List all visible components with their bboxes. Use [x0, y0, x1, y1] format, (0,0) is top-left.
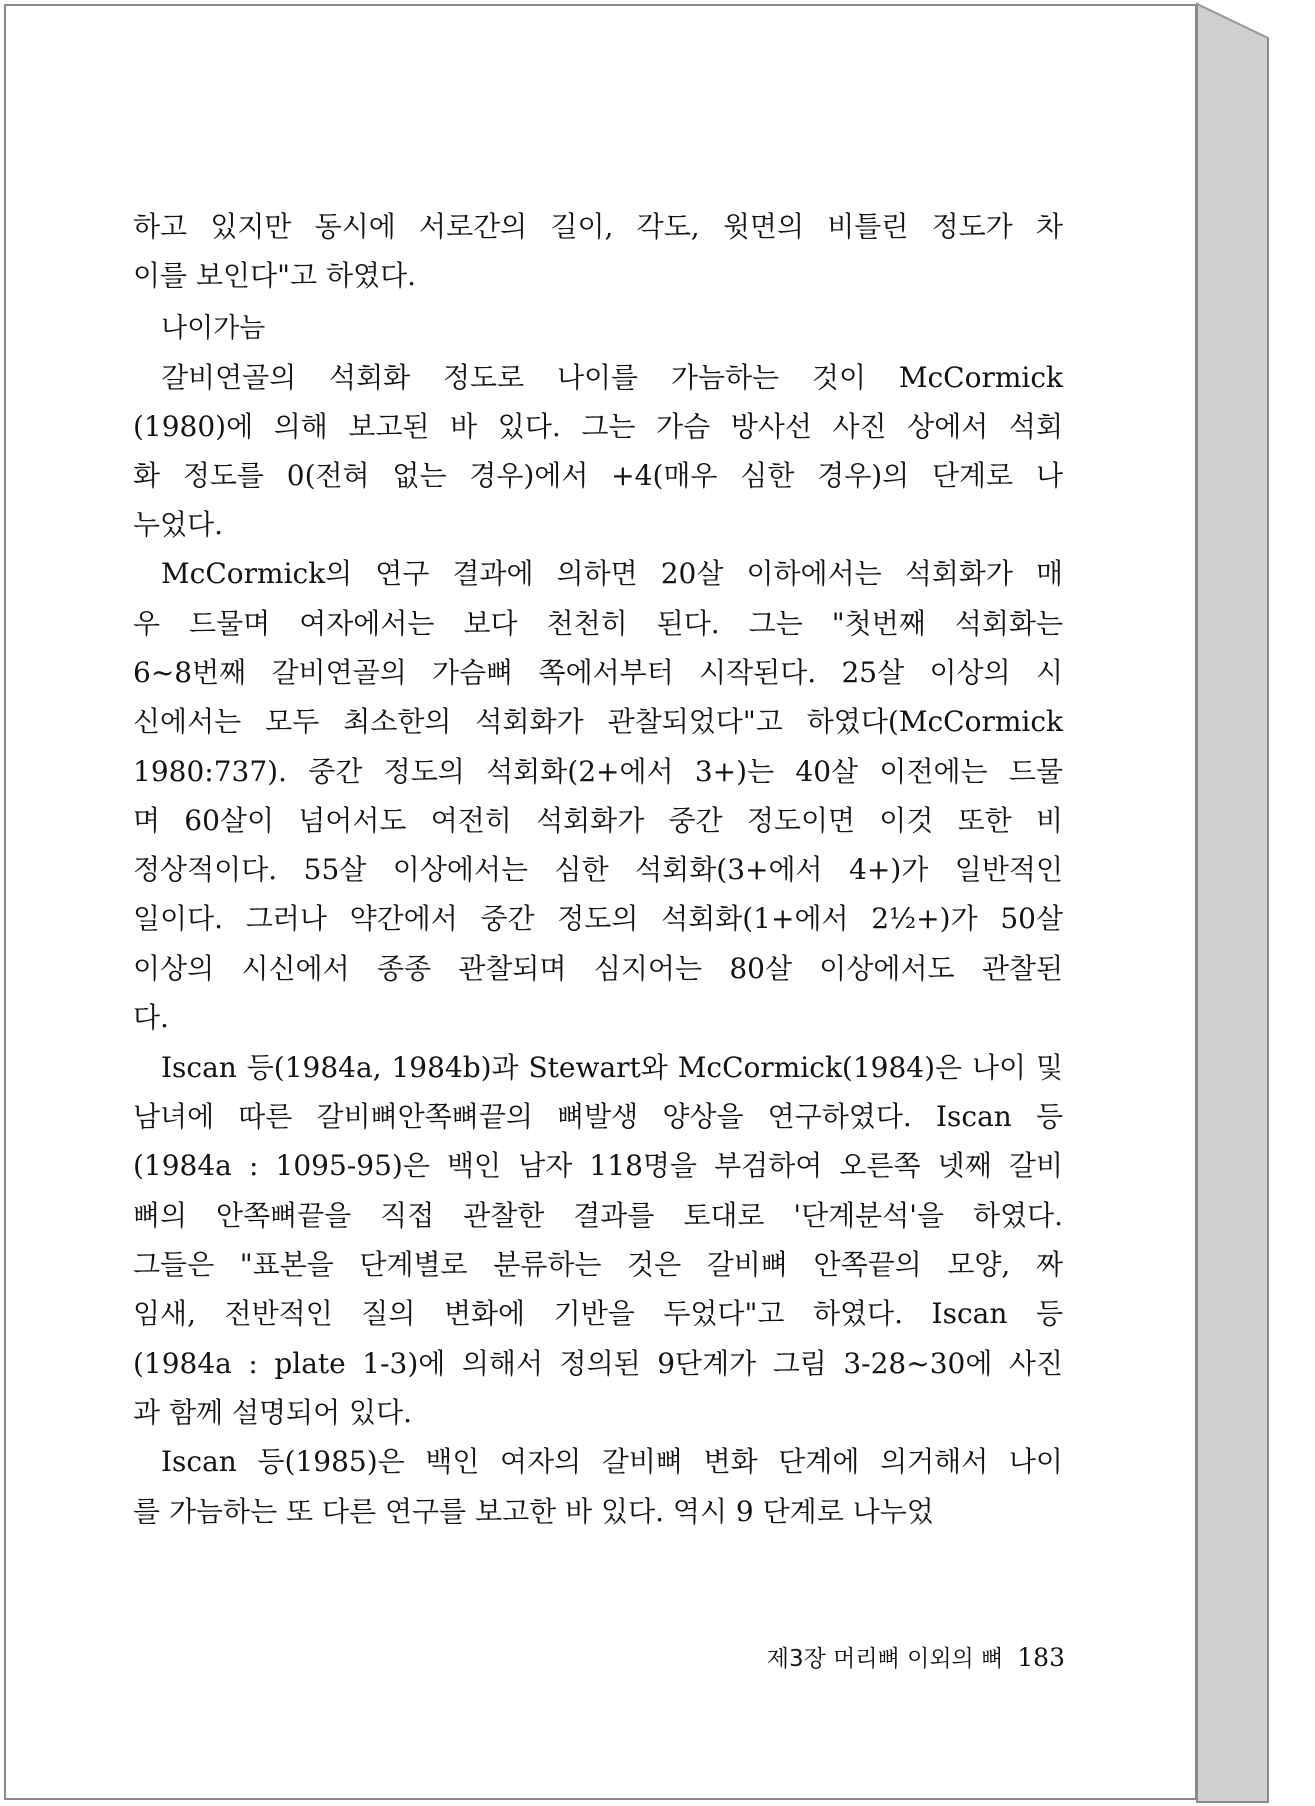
text-line: 를 가늠하는 또 다른 연구를 보고한 바 있다. 역시 9 단계로 나누었 — [133, 1495, 934, 1528]
text-line: 그들은 "표본을 단계별로 분류하는 것은 갈비뼈 안쪽끝의 모양, 짜 — [133, 1248, 1063, 1281]
text-line: 과 함께 설명되어 있다. — [133, 1396, 413, 1429]
text-line: 갈비연골의 석회화 정도로 나이를 가늠하는 것이 McCormick — [161, 361, 1063, 394]
page-number: 183 — [1017, 1643, 1065, 1672]
text-line: (1984a : plate 1-3)에 의해서 정의된 9단계가 그림 3-28~30에 사진 — [133, 1347, 1063, 1380]
text-line: 이상의 시신에서 종종 관찰되며 심지어는 80살 이상에서도 관찰된 — [133, 952, 1063, 985]
text-line: 누었다. — [133, 508, 224, 541]
running-footer — [767, 1640, 1065, 1673]
text-line: 며 60살이 넘어서도 여전히 석회화가 중간 정도이면 이것 또한 비 — [133, 804, 1063, 837]
text-line: Iscan 등(1985)은 백인 여자의 갈비뼈 변화 단계에 의거해서 나이 — [161, 1445, 1063, 1478]
chapter-title: 제3장 머리뼈 이외의 뼈 — [766, 1646, 1004, 1672]
text-line: 이를 보인다"고 하였다. — [133, 259, 417, 292]
text-line: 신에서는 모두 최소한의 석회화가 관찰되었다"고 하였다(McCormick — [133, 705, 1063, 738]
text-line: 화 정도를 0(전혀 없는 경우)에서 +4(매우 심한 경우)의 단계로 나 — [133, 459, 1063, 492]
text-line: 정상적이다. 55살 이상에서는 심한 석회화(3+에서 4+)가 일반적인 — [133, 853, 1063, 886]
text-line: 일이다. 그러나 약간에서 중간 정도의 석회화(1+에서 2½+)가 50살 — [133, 902, 1063, 935]
text-line: 우 드물며 여자에서는 보다 천천히 된다. 그는 "첫번째 석회화는 — [133, 607, 1063, 640]
text-line: 뼈의 안쪽뼈끝을 직접 관찰한 결과를 토대로 '단계분석'을 하였다. — [133, 1199, 1063, 1232]
text-line: 하고 있지만 동시에 서로간의 길이, 각도, 윗면의 비틀린 정도가 차 — [133, 210, 1063, 243]
text-line: 다. — [133, 1001, 169, 1034]
text-line: (1984a : 1095-95)은 백인 남자 118명을 부검하여 오른쪽 넷째 갈비 — [133, 1149, 1063, 1182]
text-line: Iscan 등(1984a, 1984b)과 Stewart와 McCormick(1984)은 나이 및 — [161, 1051, 1063, 1084]
text-line: 남녀에 따른 갈비뼈안쪽뼈끝의 뼈발생 양상을 연구하였다. Iscan 등 — [133, 1100, 1063, 1133]
text-line: McCormick의 연구 결과에 의하면 20살 이하에서는 석회화가 매 — [161, 557, 1063, 590]
text-line: 1980:737). 중간 정도의 석회화(2+에서 3+)는 40살 이전에는 드물 — [133, 755, 1063, 788]
text-line: 6~8번째 갈비연골의 가슴뼈 쪽에서부터 시작된다. 25살 이상의 시 — [133, 656, 1063, 689]
text-line: (1980)에 의해 보고된 바 있다. 그는 가슴 방사선 사진 상에서 석회 — [133, 410, 1063, 443]
text-line: 임새, 전반적인 질의 변화에 기반을 두었다"고 하였다. Iscan 등 — [133, 1297, 1063, 1330]
section-heading: 나이가늠 — [161, 313, 266, 344]
